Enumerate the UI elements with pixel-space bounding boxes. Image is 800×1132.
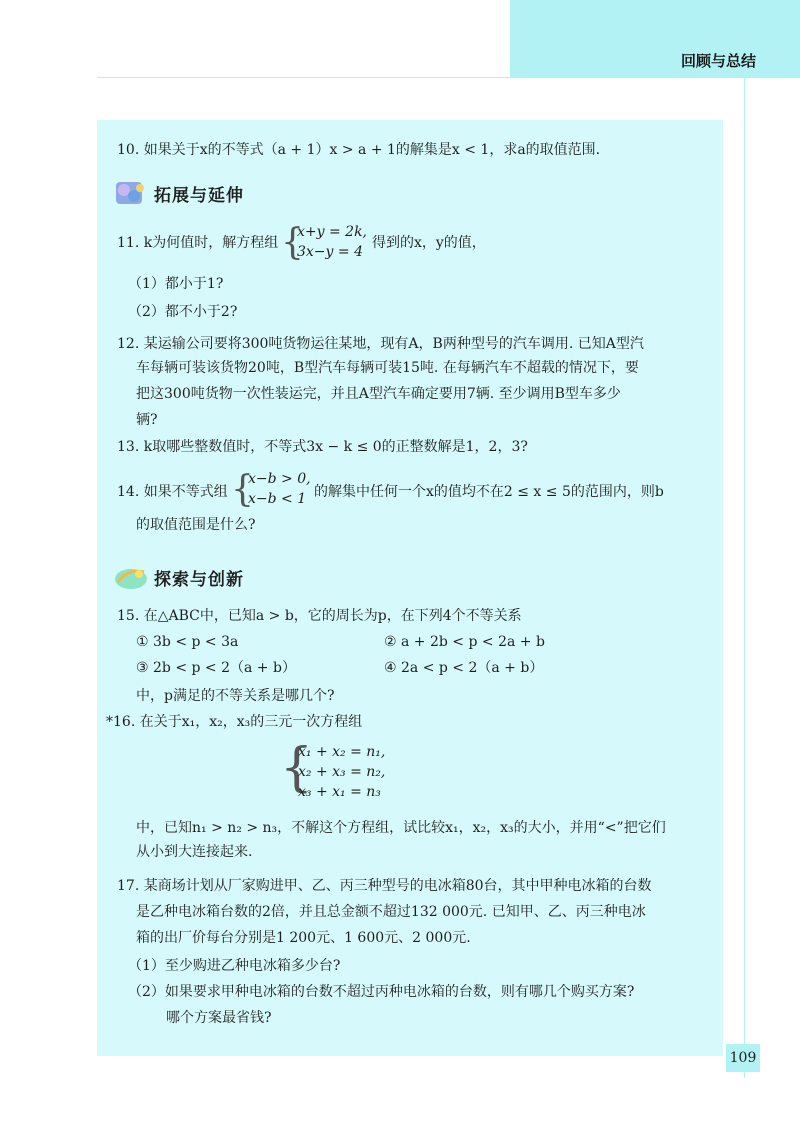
equation-system-14 (248, 469, 311, 509)
question-10: 10. 如果关于x的不等式（a + 1）x > a + 1的解集是x < 1，求a的取值范围. (117, 142, 601, 158)
section-extend (112, 178, 244, 208)
option-1: ① 3b < p < 3a (136, 634, 239, 650)
question-15-line-2: 中，p满足的不等关系是哪几个? (136, 688, 335, 704)
equation: 3x−y = 4 (297, 244, 363, 260)
option-2: ② a + 2b < p < 2a + b (384, 634, 545, 650)
system-brace: { (231, 469, 254, 510)
question-15-line-1: 15. 在△ABC中，已知a > b，它的周长为p，在下列4个不等关系 (117, 608, 522, 624)
header-tab (510, 0, 800, 78)
option-3: ③ 2b < p < 2（a + b） (136, 660, 296, 676)
question-17-line-3: 箱的出厂价每台分别是1 200元、1 600元、2 000元. (136, 930, 471, 946)
equation: x₃ + x₁ = n₃ (298, 784, 381, 800)
section-title: 探索与创新 (154, 569, 244, 590)
inequality: x−b > 0, (248, 471, 311, 487)
question-13: 13. k取哪些整数值时，不等式3x − k ≤ 0的正整数解是1，2，3? (117, 439, 528, 455)
page-number: 109 (726, 1044, 760, 1072)
equation: x₂ + x₃ = n₂, (298, 764, 386, 780)
question-14-tail: 的解集中任何一个x的值均不在2 ≤ x ≤ 5的范围内，则b (314, 484, 664, 500)
question-17-line-2: 是乙种电冰箱台数的2倍，并且总金额不超过132 000元. 已知甲、乙、丙三种电冰 (136, 904, 646, 920)
margin-rule (744, 78, 745, 1078)
inequality: x−b < 1 (248, 491, 307, 507)
question-11-tail: 得到的x，y的值， (372, 235, 486, 251)
equation: x+y = 2k, (297, 224, 368, 240)
equation-system-16 (298, 742, 385, 802)
question-12-line-3: 把这300吨货物一次性装运完，并且A型汽车确定要用7辆. 至少调用B型车多少 (136, 386, 621, 402)
system-brace: { (281, 222, 304, 263)
question-16-line-2: 中，已知n₁ > n₂ > n₃，不解这个方程组，试比较x₁，x₂，x₃的大小，并用“<”把它们 (136, 820, 666, 836)
question-12-line-2: 车每辆可装该货物20吨，B型汽车每辆可装15吨. 在每辆汽车不超载的情况下，要 (136, 360, 639, 376)
question-17-line-1: 17. 某商场计划从厂家购进甲、乙、丙三种型号的电冰箱80台，其中甲种电冰箱的台数 (117, 878, 652, 894)
question-17-part-2: （2）如果要求甲种电冰箱的台数不超过丙种电冰箱的台数，则有哪几个购买方案? (128, 984, 635, 1000)
extension-icon (112, 178, 150, 208)
equation: x₁ + x₂ = n₁, (298, 744, 386, 760)
question-14-lead: 14. 如果不等式组 (117, 484, 228, 500)
question-17-part-2-cont: 哪个方案最省钱? (166, 1010, 272, 1026)
exploration-icon (112, 562, 150, 592)
question-12-line-4: 辆? (136, 412, 158, 428)
chapter-title: 回顾与总结 (680, 52, 756, 70)
section-title: 拓展与延伸 (154, 185, 244, 206)
equation-system-11 (297, 222, 367, 262)
header-rule (97, 77, 763, 78)
question-16-line-1: *16. 在关于x₁，x₂，x₃的三元一次方程组 (106, 714, 363, 730)
question-14-line-2: 的取值范围是什么? (136, 517, 256, 533)
question-11-part-2: （2）都不小于2? (128, 304, 238, 320)
question-11-lead: 11. k为何值时，解方程组 (117, 235, 279, 251)
question-11-part-1: （1）都小于1? (128, 276, 224, 292)
section-explore (112, 562, 244, 592)
question-17-part-1: （1）至少购进乙种电冰箱多少台? (128, 958, 341, 974)
question-16-line-3: 从小到大连接起来. (136, 844, 253, 860)
system-brace: { (280, 738, 314, 798)
question-12-line-1: 12. 某运输公司要将300吨货物运往某地，现有A，B两种型号的汽车调用. 已知A型汽 (117, 336, 644, 352)
option-4: ④ 2a < p < 2（a + b） (384, 660, 544, 676)
